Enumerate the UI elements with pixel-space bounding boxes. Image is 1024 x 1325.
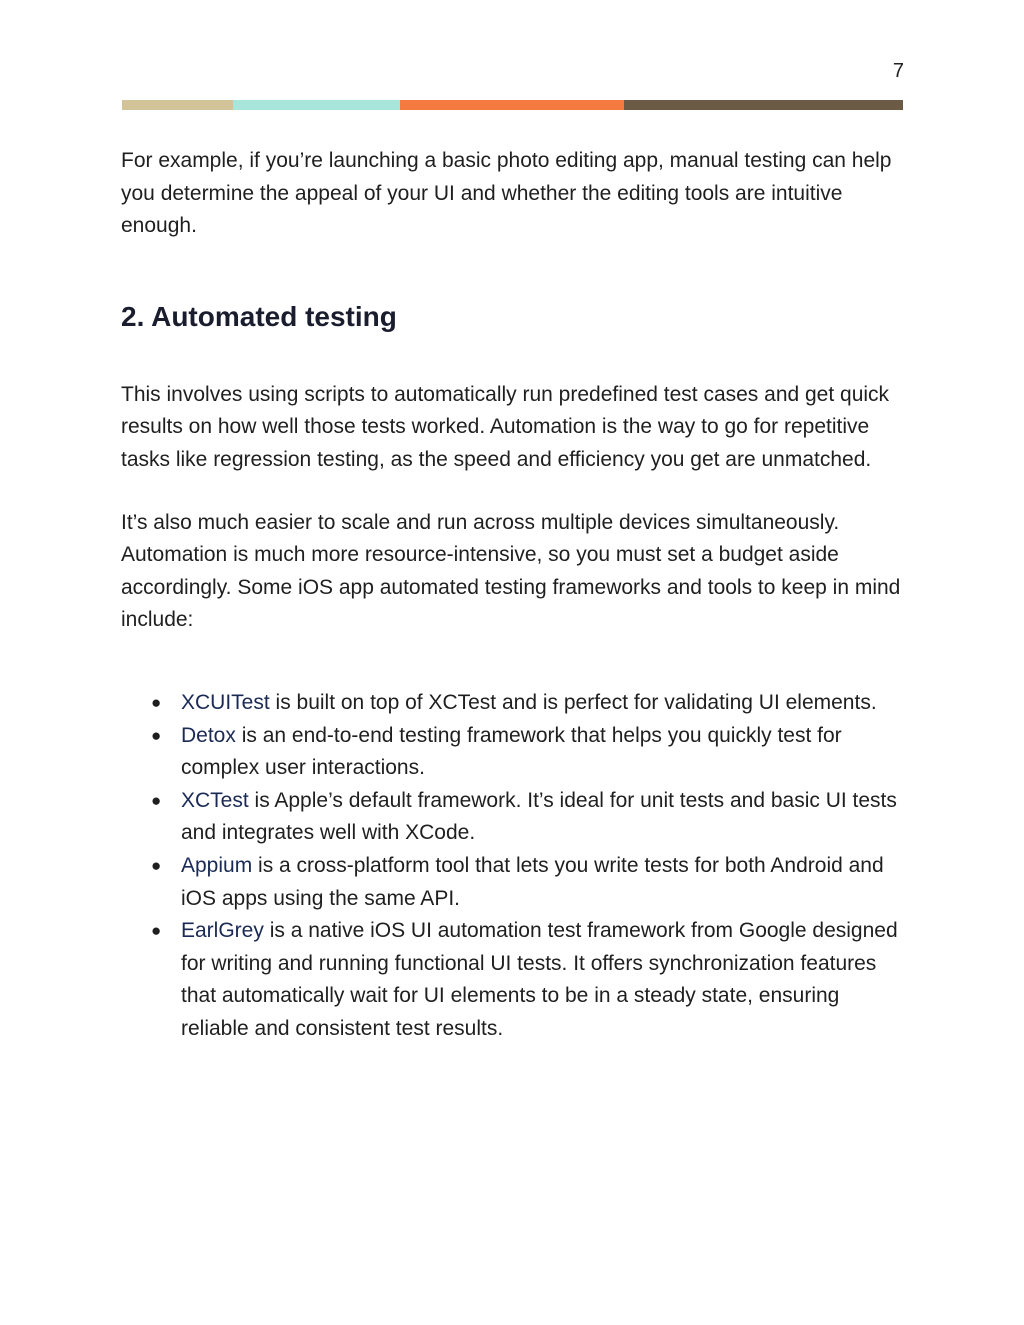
list-item bbox=[121, 785, 911, 850]
tool-description: is an end-to-end testing framework that helps you quickly test for complex user interactions. bbox=[181, 723, 842, 780]
document-body bbox=[121, 145, 911, 1045]
header-color-bar bbox=[122, 100, 903, 110]
color-bar-segment bbox=[233, 100, 400, 110]
list-item bbox=[121, 687, 911, 720]
tool-description: is a native iOS UI automation test framework from Google designed for writing and running functional UI tests. It offers synchronization features that automatically wait for UI elements to be in a steady state, ensuring reliable and consistent test results. bbox=[181, 919, 898, 1040]
tools-list bbox=[121, 687, 911, 1046]
tool-name: XCTest bbox=[181, 788, 249, 812]
color-bar-segment bbox=[122, 100, 233, 110]
color-bar-segment bbox=[400, 100, 624, 110]
tool-name: XCUITest bbox=[181, 690, 270, 714]
bullet-icon: ● bbox=[151, 855, 162, 875]
tool-name: Appium bbox=[181, 853, 253, 877]
section-paragraph-1: This involves using scripts to automatically run predefined test cases and get quick results on how well those tests worked. Automation is the way to go for repetitive tasks like regression testing, as the speed and efficiency you get are unmatched. bbox=[121, 382, 890, 471]
tool-description: is a cross-platform tool that lets you write tests for both Android and iOS apps using the same API. bbox=[181, 853, 884, 910]
tool-name: Detox bbox=[181, 723, 236, 747]
bullet-icon: ● bbox=[151, 790, 162, 810]
color-bar-segment bbox=[624, 100, 903, 110]
tool-description: is built on top of XCTest and is perfect for validating UI elements. bbox=[269, 690, 877, 714]
section-heading: 2. Automated testing bbox=[121, 300, 397, 332]
bullet-icon: ● bbox=[151, 921, 162, 941]
tool-name: EarlGrey bbox=[181, 919, 264, 943]
tool-description: is Apple’s default framework. It’s ideal for unit tests and basic UI tests and integrates well with XCode. bbox=[181, 788, 897, 845]
list-item bbox=[121, 720, 911, 785]
section-paragraph-2: It’s also much easier to scale and run across multiple devices simultaneously. Automation is much more resource-intensive, so you must set a budget aside accordingly. Some iOS app automated testing frameworks and tools to keep in mind include: bbox=[121, 510, 901, 632]
list-item bbox=[121, 850, 911, 915]
bullet-icon: ● bbox=[151, 725, 162, 745]
page-number: 7 bbox=[892, 60, 904, 82]
bullet-icon: ● bbox=[151, 692, 162, 712]
intro-paragraph: For example, if you’re launching a basic photo editing app, manual testing can help you determine the appeal of your UI and whether the editing tools are intuitive enough. bbox=[121, 149, 892, 238]
list-item bbox=[121, 915, 911, 1045]
